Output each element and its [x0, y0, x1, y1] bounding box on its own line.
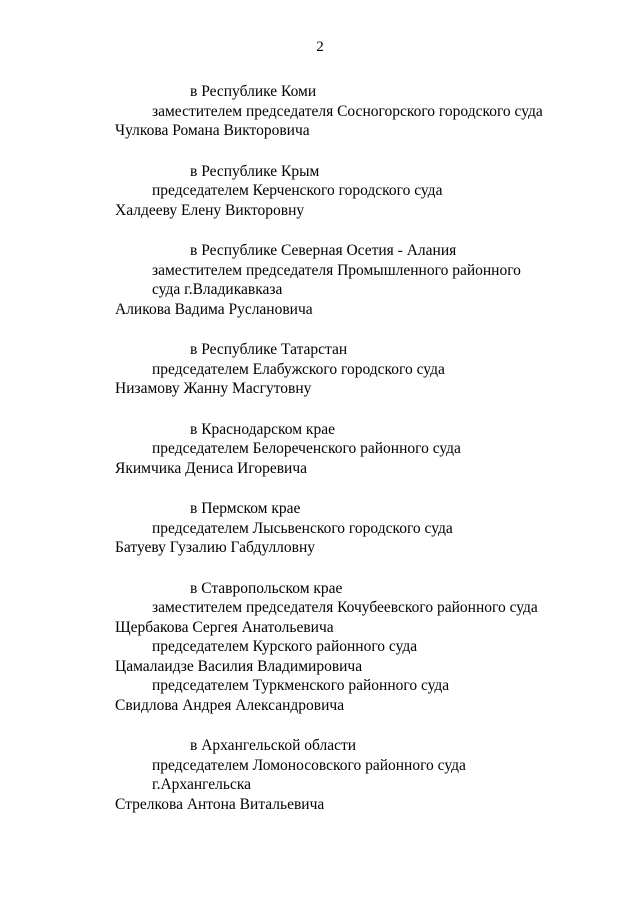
person-name: Якимчика Дениса Игоревича — [115, 459, 308, 477]
region-block-komi — [0, 82, 640, 141]
person-name: Щербакова Сергея Анатольевича — [115, 618, 334, 636]
position-line: председателем Белореченского районного суда — [152, 440, 461, 457]
position-line: председателем Керченского городского суда — [152, 182, 443, 199]
region-block-north-ossetia — [0, 241, 640, 319]
region-block-perm — [0, 499, 640, 558]
person-name: Цамалаидзе Василия Владимировича — [115, 657, 363, 675]
appointments-list — [0, 82, 640, 835]
position-line: заместителем председателя Промышленного районного — [152, 261, 521, 279]
position-line: председателем Елабужского городского суда — [152, 360, 445, 378]
person-name: Свидлова Андрея Александровича — [115, 696, 345, 714]
person-name: Чулкова Романа Викторовича — [115, 122, 310, 139]
person-name: Халдееву Елену Викторовну — [115, 201, 305, 219]
region-block-krasnodar — [0, 420, 640, 479]
region-block-stavropol — [0, 579, 640, 716]
region-heading: в Пермском крае — [190, 500, 301, 517]
position-line: суда г.Владикавказа — [152, 281, 283, 298]
region-heading: в Республике Северная Осетия - Алания — [190, 242, 457, 259]
region-block-arkhangelsk — [0, 736, 640, 814]
region-block-crimea — [0, 162, 640, 221]
person-name: Низамову Жанну Масгутовну — [115, 380, 312, 397]
region-heading: в Республике Крым — [190, 162, 320, 180]
region-heading: в Республике Татарстан — [190, 341, 348, 358]
region-heading: в Республике Коми — [190, 83, 317, 100]
position-line: председателем Ломоносовского районного суда — [152, 756, 466, 774]
region-block-tatarstan — [0, 340, 640, 399]
region-heading: в Ставропольском крае — [190, 579, 343, 597]
position-line: заместителем председателя Кочубеевского районного суда — [152, 599, 538, 616]
position-line: председателем Курского районного суда — [152, 638, 418, 655]
region-heading: в Краснодарском крае — [190, 420, 335, 438]
position-line: председателем Туркменского районного суда — [152, 677, 450, 694]
person-name: Батуеву Гузалию Габдулловну — [115, 539, 316, 556]
region-heading: в Архангельской области — [190, 737, 357, 754]
person-name: Аликова Вадима Руслановича — [115, 300, 313, 318]
position-line: председателем Лысьвенского городского суда — [152, 519, 453, 537]
position-line: заместителем председателя Сосногорского городского суда — [152, 102, 543, 120]
person-name: Стрелкова Антона Витальевича — [115, 795, 325, 813]
page-number: 2 — [316, 39, 324, 55]
position-line: г.Архангельска — [152, 776, 252, 793]
